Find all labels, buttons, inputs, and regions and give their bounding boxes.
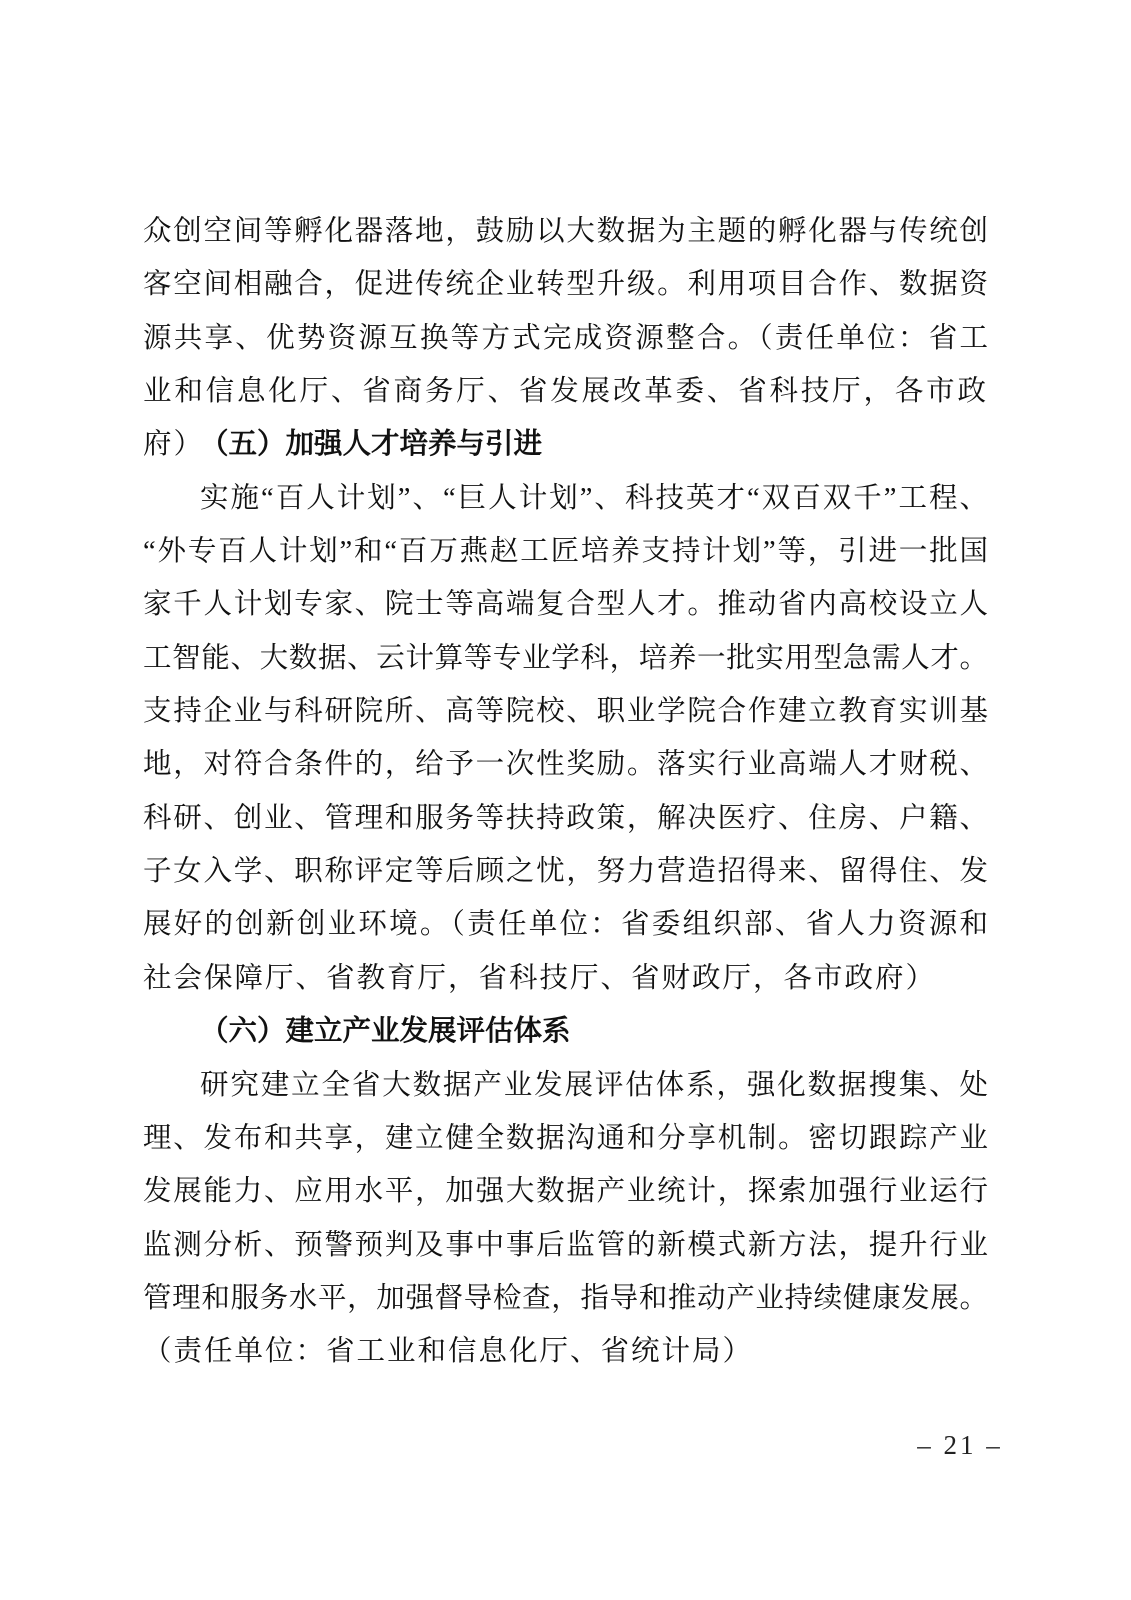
document-body [143,205,988,1379]
text-line: 实施“百人计划”、“巨人计划”、科技英才“双百双千”工程、 [200,482,988,514]
section-heading: （五）加强人才培养与引进 [200,429,543,461]
text-line: 支持企业与科研院所、高等院校、职业学院合作建立教育实训基 [143,696,988,728]
section-heading: （六）建立产业发展评估体系 [200,1016,571,1048]
text-line: 地，对符合条件的，给予一次性奖励。落实行业高端人才财税、 [143,749,988,781]
text-line: 业和信息化厅、省商务厅、省发展改革委、省科技厅，各市政府） [143,376,988,461]
text-line: 家千人计划专家、院士等高端复合型人才。推动省内高校设立人 [143,589,988,621]
text-line: 管理和服务水平，加强督导检查，指导和推动产业持续健康发展。 [143,1282,988,1314]
text-line: 监测分析、预警预判及事中事后监管的新模式新方法，提升行业 [143,1229,988,1261]
text-line: 社会保障厅、省教育厅，省科技厅、省财政厅，各市政府） [143,962,937,994]
text-line: 源共享、优势资源互换等方式完成资源整合。（责任单位：省工 [143,322,988,354]
text-line: 客空间相融合，促进传统企业转型升级。利用项目合作、数据资 [143,269,988,301]
text-line: 科研、创业、管理和服务等扶持政策，解决医疗、住房、户籍、 [143,802,988,834]
text-line: 工智能、大数据、云计算等专业学科，培养一批实用型急需人才。 [143,642,988,674]
text-line: 展好的创新创业环境。（责任单位：省委组织部、省人力资源和 [143,909,988,941]
page-number: – 21 – [917,1430,1003,1460]
text-line: （责任单位：省工业和信息化厅、省统计局） [143,1336,754,1368]
text-line: 理、发布和共享，建立健全数据沟通和分享机制。密切跟踪产业 [143,1122,988,1154]
text-line: 众创空间等孵化器落地，鼓励以大数据为主题的孵化器与传统创 [143,216,988,247]
text-line: 子女入学、职称评定等后顾之忧，努力营造招得来、留得住、发 [143,856,988,888]
text-line: “外专百人计划”和“百万燕赵工匠培养支持计划”等，引进一批国 [143,536,988,568]
text-line: 研究建立全省大数据产业发展评估体系，强化数据搜集、处 [200,1069,988,1101]
text-line: 发展能力、应用水平，加强大数据产业统计，探索加强行业运行 [143,1176,988,1208]
